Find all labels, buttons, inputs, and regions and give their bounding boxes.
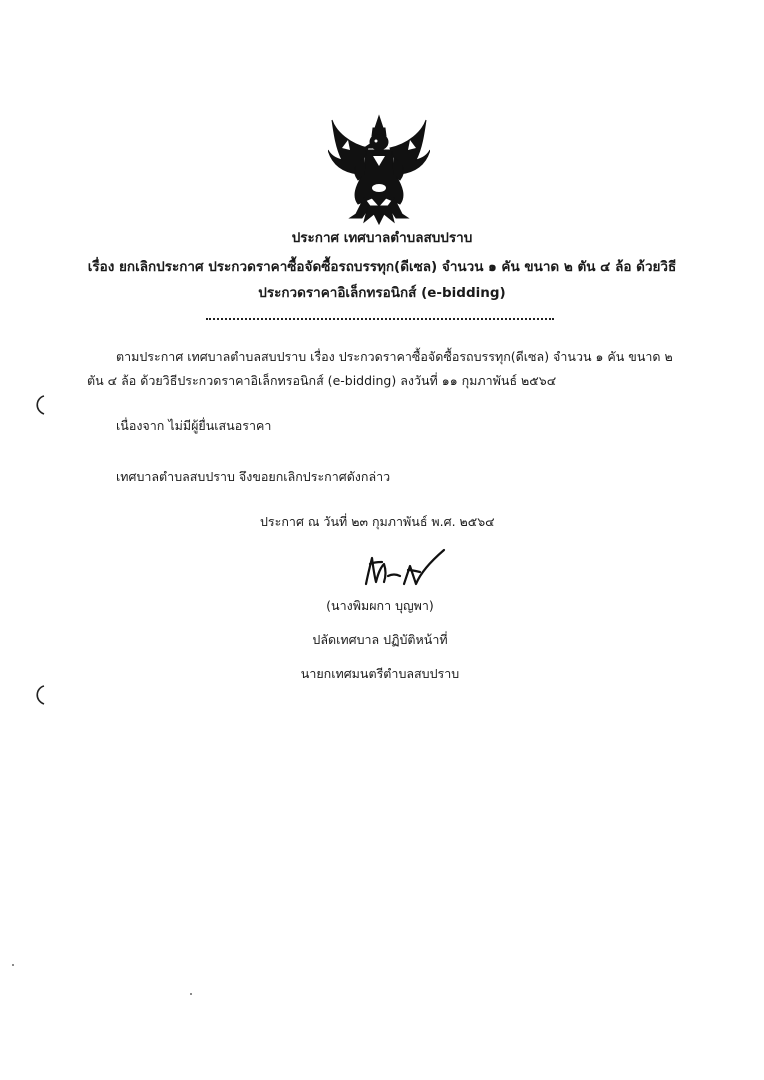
handwritten-signature-icon — [360, 544, 446, 590]
scan-speck — [12, 964, 14, 966]
punch-hole-mark-icon — [34, 684, 46, 706]
announcement-title: ประกาศ เทศบาลตำบลสบปราบ — [291, 230, 473, 246]
reason-paragraph: เนื่องจาก ไม่มีผู้ยื่นเสนอราคา — [116, 418, 272, 433]
punch-hole-mark-icon — [34, 394, 46, 416]
signer-position-2: นายกเทศมนตรีตำบลสบปราบ — [300, 666, 460, 681]
announcement-date: ประกาศ ณ วันที่ ๒๓ กุมภาพันธ์ พ.ศ. ๒๕๖๔ — [260, 514, 495, 529]
scan-speck — [190, 993, 192, 995]
reference-paragraph-line-1: ตามประกาศ เทศบาลตำบลสบปราบ เรื่อง ประกวดราคาซื้อจัดซื้อรถบรรทุก(ดีเซล) จำนวน ๑ คัน ขนาด ๒ — [116, 349, 673, 364]
decision-paragraph: เทศบาลตำบลสบปราบ จึงขอยกเลิกประกาศดังกล่าว — [116, 469, 391, 484]
dotted-divider — [206, 318, 554, 320]
signer-position-1: ปลัดเทศบาล ปฏิบัติหน้าที่ — [312, 632, 448, 647]
announcement-subject-line-1: เรื่อง ยกเลิกประกาศ ประกวดราคาซื้อจัดซื้อรถบรรทุก(ดีเซล) จำนวน ๑ คัน ขนาด ๒ ตัน ๔ ล้อ ด้วยวิธี — [87, 259, 677, 275]
reference-paragraph-line-2: ตัน ๔ ล้อ ด้วยวิธีประกวดราคาอิเล็กทรอนิกส์ (e-bidding) ลงวันที่ ๑๑ กุมภาพันธ์ ๒๕๖๔ — [87, 373, 557, 388]
signer-name: (นางพิมผกา บุญพา) — [326, 598, 434, 613]
announcement-subject-line-2: ประกวดราคาอิเล็กทรอนิกส์ (e-bidding) — [258, 285, 506, 301]
garuda-emblem-icon — [328, 114, 430, 226]
